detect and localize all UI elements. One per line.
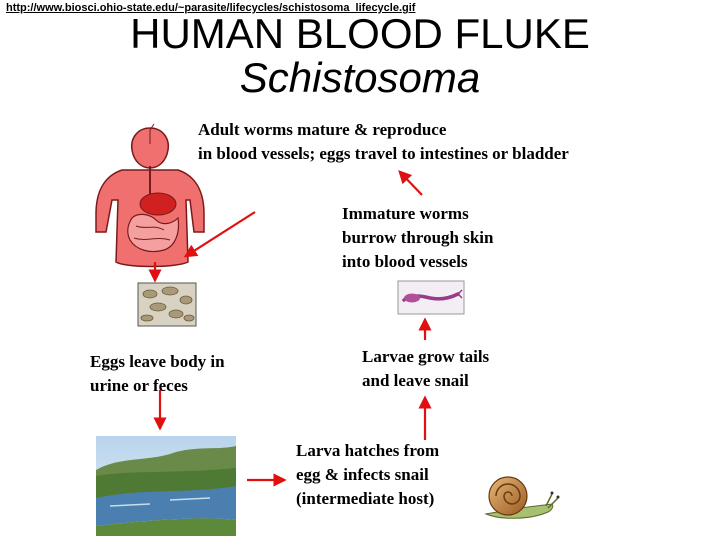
stage-larvae-line-2: and leave snail (362, 371, 469, 390)
stage-adult-worms (198, 118, 569, 166)
stage-eggs-line-1: Eggs leave body in (90, 352, 225, 371)
title-line-2: Schistosoma (239, 54, 481, 101)
stage-hatch-line-3: (intermediate host) (296, 489, 435, 508)
title-line-1: HUMAN BLOOD FLUKE (130, 10, 590, 57)
human-body-icon (96, 124, 204, 267)
snail-icon (486, 477, 560, 518)
stage-adult-line-1: Adult worms mature & reproduce (198, 120, 447, 139)
stage-adult-line-2: in blood vessels; eggs travel to intestines or bladder (198, 144, 569, 163)
egg-microscopy-icon (138, 283, 196, 326)
stage-immature-line-3: into blood vessels (342, 252, 468, 271)
stage-larva-hatches (296, 439, 439, 511)
stage-hatch-line-1: Larva hatches from (296, 441, 440, 460)
stage-larvae-line-1: Larvae grow tails (362, 347, 490, 366)
source-url[interactable]: http://www.biosci.ohio-state.edu/~parasite/lifecycles/schistosoma_lifecycle.gif (6, 2, 416, 14)
stage-hatch-line-2: egg & infects snail (296, 465, 429, 484)
stage-larvae-tails (362, 345, 489, 393)
stage-immature-line-1: Immature worms (342, 204, 469, 223)
stage-immature-line-2: burrow through skin (342, 228, 494, 247)
cercaria-worm-icon (398, 281, 464, 314)
river-landscape-icon (96, 436, 236, 536)
stage-eggs-line-2: urine or feces (90, 376, 188, 395)
stage-eggs-leave-body (90, 350, 225, 398)
arrow-immature-to-adult (400, 172, 422, 195)
stage-immature-worms (342, 202, 493, 274)
